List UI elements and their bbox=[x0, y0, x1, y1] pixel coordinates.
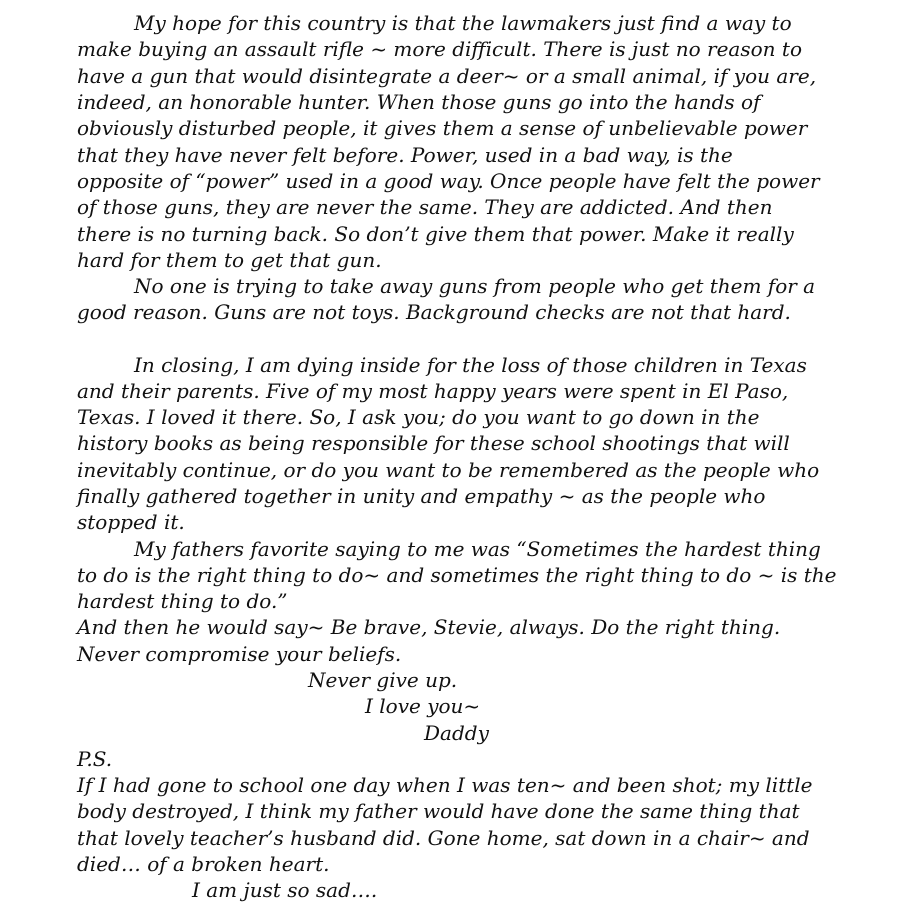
letter-line: good reason. Guns are not toys. Background checks are not that hard. bbox=[77, 300, 791, 324]
letter-line: stopped it. bbox=[77, 510, 185, 534]
letter-line: of those guns, they are never the same. They are addicted. And then bbox=[77, 195, 773, 219]
letter-line: have a gun that would disintegrate a deer~ or a small animal, if you are, bbox=[77, 64, 817, 88]
letter-line: indeed, an honorable hunter. When those guns go into the hands of bbox=[77, 90, 761, 114]
letter-line: history books as being responsible for these school shootings that will bbox=[77, 431, 790, 455]
letter-line: opposite of “power” used in a good way. Once people have felt the power bbox=[77, 169, 820, 193]
letter-line: died… of a broken heart. bbox=[77, 852, 330, 876]
letter-line: that they have never felt before. Power, used in a bad way, is the bbox=[77, 143, 733, 167]
letter-line: Never give up. bbox=[308, 668, 458, 692]
letter-line: And then he would say~ Be brave, Stevie, always. Do the right thing. bbox=[77, 615, 781, 639]
letter-line: My hope for this country is that the lawmakers just find a way to bbox=[134, 11, 792, 35]
letter-line: P.S. bbox=[77, 747, 113, 771]
letter-line: and their parents. Five of my most happy years were spent in El Paso, bbox=[77, 379, 789, 403]
letter-line: No one is trying to take away guns from people who get them for a bbox=[134, 274, 816, 298]
letter-line: finally gathered together in unity and empathy ~ as the people who bbox=[77, 484, 766, 508]
letter-line: In closing, I am dying inside for the loss of those children in Texas bbox=[134, 353, 807, 377]
letter-line: hardest thing to do.” bbox=[77, 589, 288, 613]
letter-line: Never compromise your beliefs. bbox=[77, 642, 402, 666]
letter-signoff: Daddy bbox=[424, 721, 489, 745]
letter-line: there is no turning back. So don’t give them that power. Make it really bbox=[77, 222, 794, 246]
letter-line: I love you~ bbox=[365, 694, 481, 718]
letter-line: make buying an assault rifle ~ more difficult. There is just no reason to bbox=[77, 37, 802, 61]
letter-line: Texas. I loved it there. So, I ask you; do you want to go down in the bbox=[77, 405, 760, 429]
letter-line: If I had gone to school one day when I was ten~ and been shot; my little bbox=[77, 773, 813, 797]
letter-line: body destroyed, I think my father would have done the same thing that bbox=[77, 799, 800, 823]
letter-line: hard for them to get that gun. bbox=[77, 248, 382, 272]
letter-line: My fathers favorite saying to me was “Sometimes the hardest thing bbox=[134, 537, 821, 561]
letter-line: to do is the right thing to do~ and sometimes the right thing to do ~ is the bbox=[77, 563, 837, 587]
letter-line: I am just so sad…. bbox=[192, 878, 378, 902]
letter-line: obviously disturbed people, it gives them a sense of unbelievable power bbox=[77, 116, 808, 140]
letter-line: inevitably continue, or do you want to be remembered as the people who bbox=[77, 458, 820, 482]
letter-line: that lovely teacher’s husband did. Gone home, sat down in a chair~ and bbox=[77, 826, 810, 850]
